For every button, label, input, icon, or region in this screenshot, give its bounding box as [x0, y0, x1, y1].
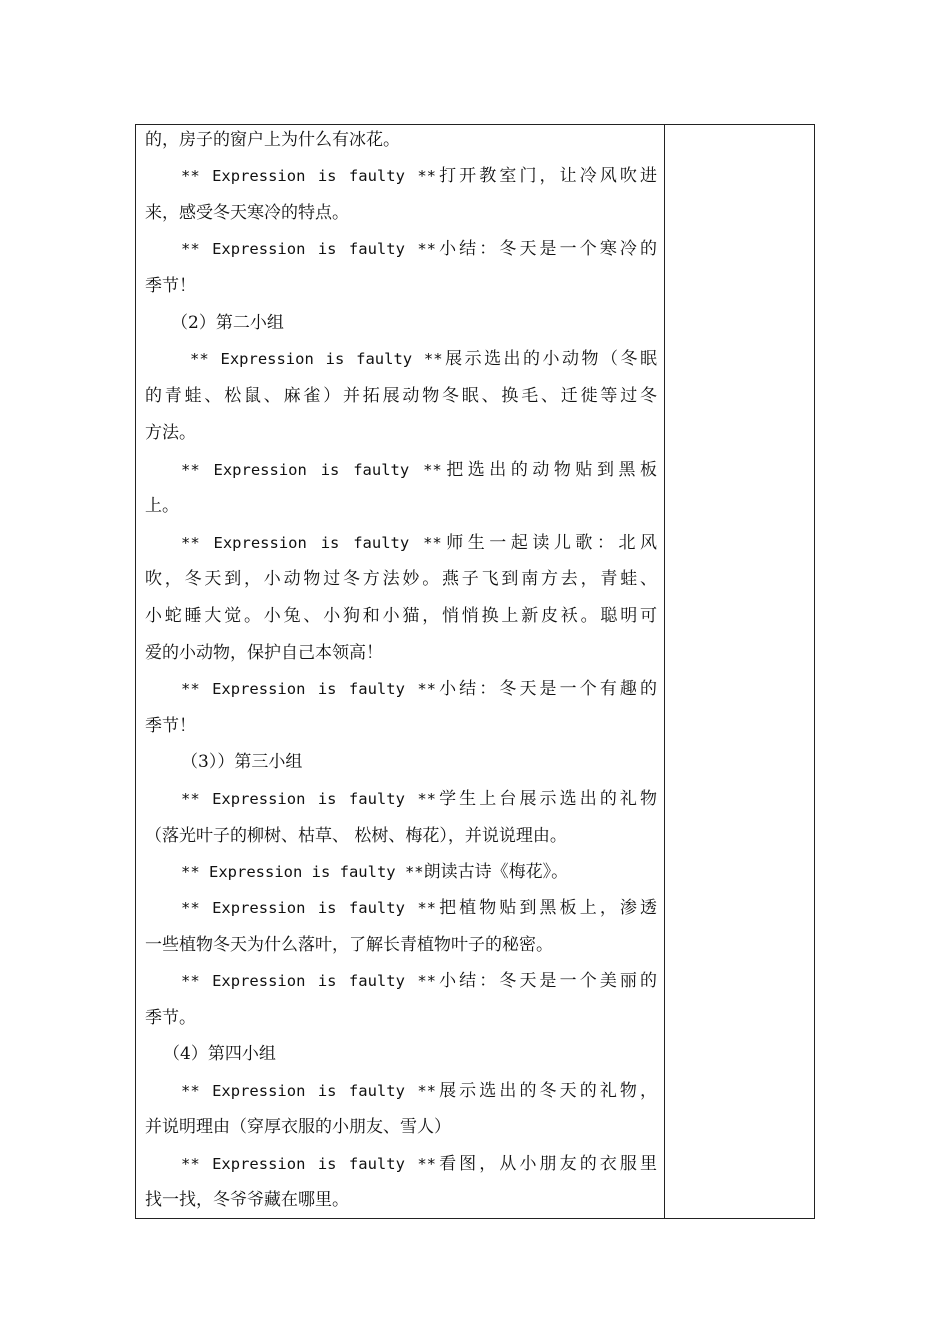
line-text: 来，感受冬天寒冷的特点。	[145, 203, 349, 223]
line-text: 季节！	[145, 716, 196, 736]
lesson-table	[135, 124, 815, 1219]
expression-error: ** Expression is faulty **	[181, 972, 436, 990]
expression-error: ** Expression is faulty **	[181, 1082, 436, 1100]
line-text: 上。	[145, 496, 179, 516]
line-text: 展示选出的小动物（冬眠	[442, 349, 657, 369]
line-text: 吹，冬天到，小动物过冬方法妙。燕子飞到南方去，青蛙、	[145, 569, 657, 589]
line-text: 把植物贴到黑板上，渗透	[436, 898, 657, 918]
text-line	[145, 385, 657, 407]
line-text: 的，房子的窗户上为什么有冰花。	[145, 130, 400, 150]
line-text: （2）第二小组	[171, 313, 284, 333]
line-text: 朗读古诗《梅花》。	[423, 862, 569, 882]
line-text: 方法。	[145, 423, 196, 443]
expression-error: ** Expression is faulty **	[181, 790, 436, 808]
text-line	[145, 532, 657, 554]
line-text: 并说明理由（穿厚衣服的小朋友、雪人）	[145, 1117, 451, 1137]
expression-error: ** Expression is faulty **	[181, 534, 442, 552]
text-line	[145, 1116, 657, 1138]
expression-error: ** Expression is faulty **	[181, 167, 436, 185]
expression-error: ** Expression is faulty **	[181, 461, 442, 479]
expression-error: ** Expression is faulty **	[181, 863, 424, 881]
line-text: 找一找，冬爷爷藏在哪里。	[145, 1190, 349, 1210]
text-line	[145, 312, 657, 334]
line-text: （4）第四小组	[163, 1044, 276, 1064]
line-text: （落光叶子的柳树、枯草、 松树、梅花），并说说理由。	[145, 826, 567, 846]
text-line	[145, 642, 657, 664]
text-line	[145, 751, 657, 773]
text-line	[145, 202, 657, 224]
text-line	[145, 495, 657, 517]
line-text: 看图，从小朋友的衣服里	[436, 1154, 657, 1174]
text-line	[145, 459, 657, 481]
text-line	[145, 568, 657, 590]
text-line	[145, 129, 657, 151]
line-text: 小结：冬天是一个寒冷的	[436, 239, 657, 259]
text-line	[145, 422, 657, 444]
line-text: 打开教室门，让冷风吹进	[436, 166, 657, 186]
line-text: 把选出的动物贴到黑板	[441, 460, 657, 480]
content-cell	[136, 125, 665, 1218]
text-line	[145, 1007, 657, 1029]
expression-error: ** Expression is faulty **	[190, 350, 443, 368]
expression-error: ** Expression is faulty **	[181, 240, 436, 258]
text-line	[145, 1153, 657, 1175]
text-line	[145, 825, 657, 847]
text-line	[145, 238, 657, 260]
line-text: 一些植物冬天为什么落叶，了解长青植物叶子的秘密。	[145, 935, 553, 955]
text-line	[145, 970, 657, 992]
line-text: 展示选出的冬天的礼物，	[436, 1081, 657, 1101]
text-line	[145, 348, 657, 370]
text-line	[145, 275, 657, 297]
line-text: 小结：冬天是一个美丽的	[436, 971, 657, 991]
text-line	[145, 1189, 657, 1211]
text-line	[145, 1043, 657, 1065]
line-text: 季节！	[145, 276, 196, 296]
text-line	[145, 165, 657, 187]
line-text: 小结：冬天是一个有趣的	[436, 679, 657, 699]
text-line	[145, 715, 657, 737]
expression-error: ** Expression is faulty **	[181, 680, 436, 698]
expression-error: ** Expression is faulty **	[181, 1155, 436, 1173]
notes-cell	[665, 125, 814, 1218]
text-line	[145, 1080, 657, 1102]
text-line	[145, 678, 657, 700]
line-text: 季节。	[145, 1008, 196, 1028]
text-line	[145, 861, 657, 883]
line-text: 爱的小动物，保护自己本领高！	[145, 643, 383, 663]
line-text: 师生一起读儿歌：北风	[441, 533, 657, 553]
text-line	[145, 605, 657, 627]
line-text: 小蛇睡大觉。小兔、小狗和小猫，悄悄换上新皮袄。聪明可	[145, 606, 657, 626]
line-text: 的青蛙、松鼠、麻雀）并拓展动物冬眠、换毛、迁徙等过冬	[145, 386, 657, 406]
line-text: 学生上台展示选出的礼物	[436, 789, 657, 809]
text-line	[145, 788, 657, 810]
text-line	[145, 897, 657, 919]
text-line	[145, 934, 657, 956]
expression-error: ** Expression is faulty **	[181, 899, 436, 917]
line-text: （3））第三小组	[181, 752, 303, 772]
